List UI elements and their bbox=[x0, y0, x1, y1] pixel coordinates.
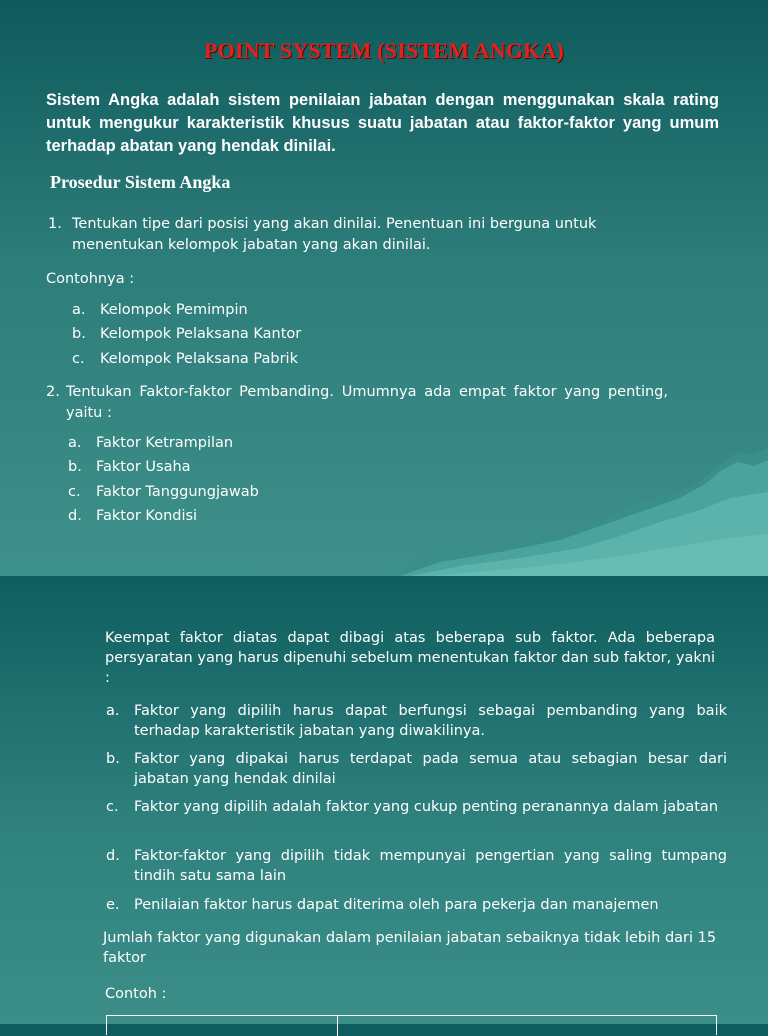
factor-a-marker: a. bbox=[68, 435, 82, 451]
intro-paragraph: Sistem Angka adalah sistem penilaian jabatan dengan menggunakan skala rating untuk mengukur karakteristik khusus suatu jabatan atau faktor-faktor yang umum terhadap abatan yang hendak dinilai. bbox=[46, 91, 719, 155]
factor-b-marker: b. bbox=[68, 459, 82, 475]
req-e-text: Penilaian faktor harus dapat diterima oleh para pekerja dan manajemen bbox=[134, 897, 659, 913]
step-2-marker: 2. bbox=[46, 384, 60, 400]
req-a-text: Faktor yang dipilih harus dapat berfungsi sebagai pembanding yang baik terhadap karakteristik jabatan yang diwakilinya. bbox=[134, 703, 727, 739]
group-a-marker: a. bbox=[72, 302, 86, 318]
group-c-text: Kelompok Pelaksana Pabrik bbox=[100, 351, 298, 367]
slide-title: POINT SYSTEM (SISTEM ANGKA) bbox=[203, 38, 565, 63]
example-label-2: Contoh : bbox=[105, 986, 167, 1002]
req-c-marker: c. bbox=[106, 799, 119, 815]
group-a-text: Kelompok Pemimpin bbox=[100, 302, 248, 318]
subfactor-intro: Keempat faktor diatas dapat dibagi atas beberapa sub faktor. Ada beberapa persyaratan yang harus dipenuhi sebelum menentukan faktor dan sub faktor, yakni : bbox=[105, 630, 715, 686]
req-d-marker: d. bbox=[106, 848, 120, 864]
step-1-marker: 1. bbox=[48, 216, 62, 232]
factor-c-text: Faktor Tanggungjawab bbox=[96, 484, 259, 500]
factor-d-text: Faktor Kondisi bbox=[96, 508, 198, 524]
example-table bbox=[106, 1015, 717, 1035]
step-1-text: Tentukan tipe dari posisi yang akan dinilai. Penentuan ini berguna untuk menentukan kelompok jabatan yang akan dinilai. bbox=[72, 216, 597, 253]
req-b-text: Faktor yang dipakai harus terdapat pada semua atau sebagian besar dari jabatan yang hendak dinilai bbox=[134, 751, 727, 787]
factor-d-marker: d. bbox=[68, 508, 82, 524]
factor-c-marker: c. bbox=[68, 484, 81, 500]
req-e-marker: e. bbox=[106, 897, 120, 913]
factor-b-text: Faktor Usaha bbox=[96, 459, 191, 475]
req-d-text: Faktor-faktor yang dipilih tidak mempunyai pengertian yang saling tumpang tindih satu sama lain bbox=[134, 848, 727, 884]
step-2-text: Tentukan Faktor-faktor Pembanding. Umumnya ada empat faktor yang penting, yaitu : bbox=[66, 384, 668, 421]
group-b-marker: b. bbox=[72, 326, 86, 342]
table-column-divider bbox=[337, 1016, 338, 1036]
example-label: Contohnya : bbox=[46, 271, 135, 287]
factor-count-note: Jumlah faktor yang digunakan dalam penilaian jabatan sebaiknya tidak lebih dari 15 faktor bbox=[103, 930, 717, 966]
req-c-text: Faktor yang dipilih adalah faktor yang cukup penting peranannya dalam jabatan bbox=[134, 799, 719, 815]
group-b-text: Kelompok Pelaksana Kantor bbox=[100, 326, 302, 342]
procedure-heading: Prosedur Sistem Angka bbox=[50, 172, 231, 192]
req-b-marker: b. bbox=[106, 751, 120, 767]
factor-a-text: Faktor Ketrampilan bbox=[96, 435, 234, 451]
req-a-marker: a. bbox=[106, 703, 120, 719]
group-c-marker: c. bbox=[72, 351, 85, 367]
